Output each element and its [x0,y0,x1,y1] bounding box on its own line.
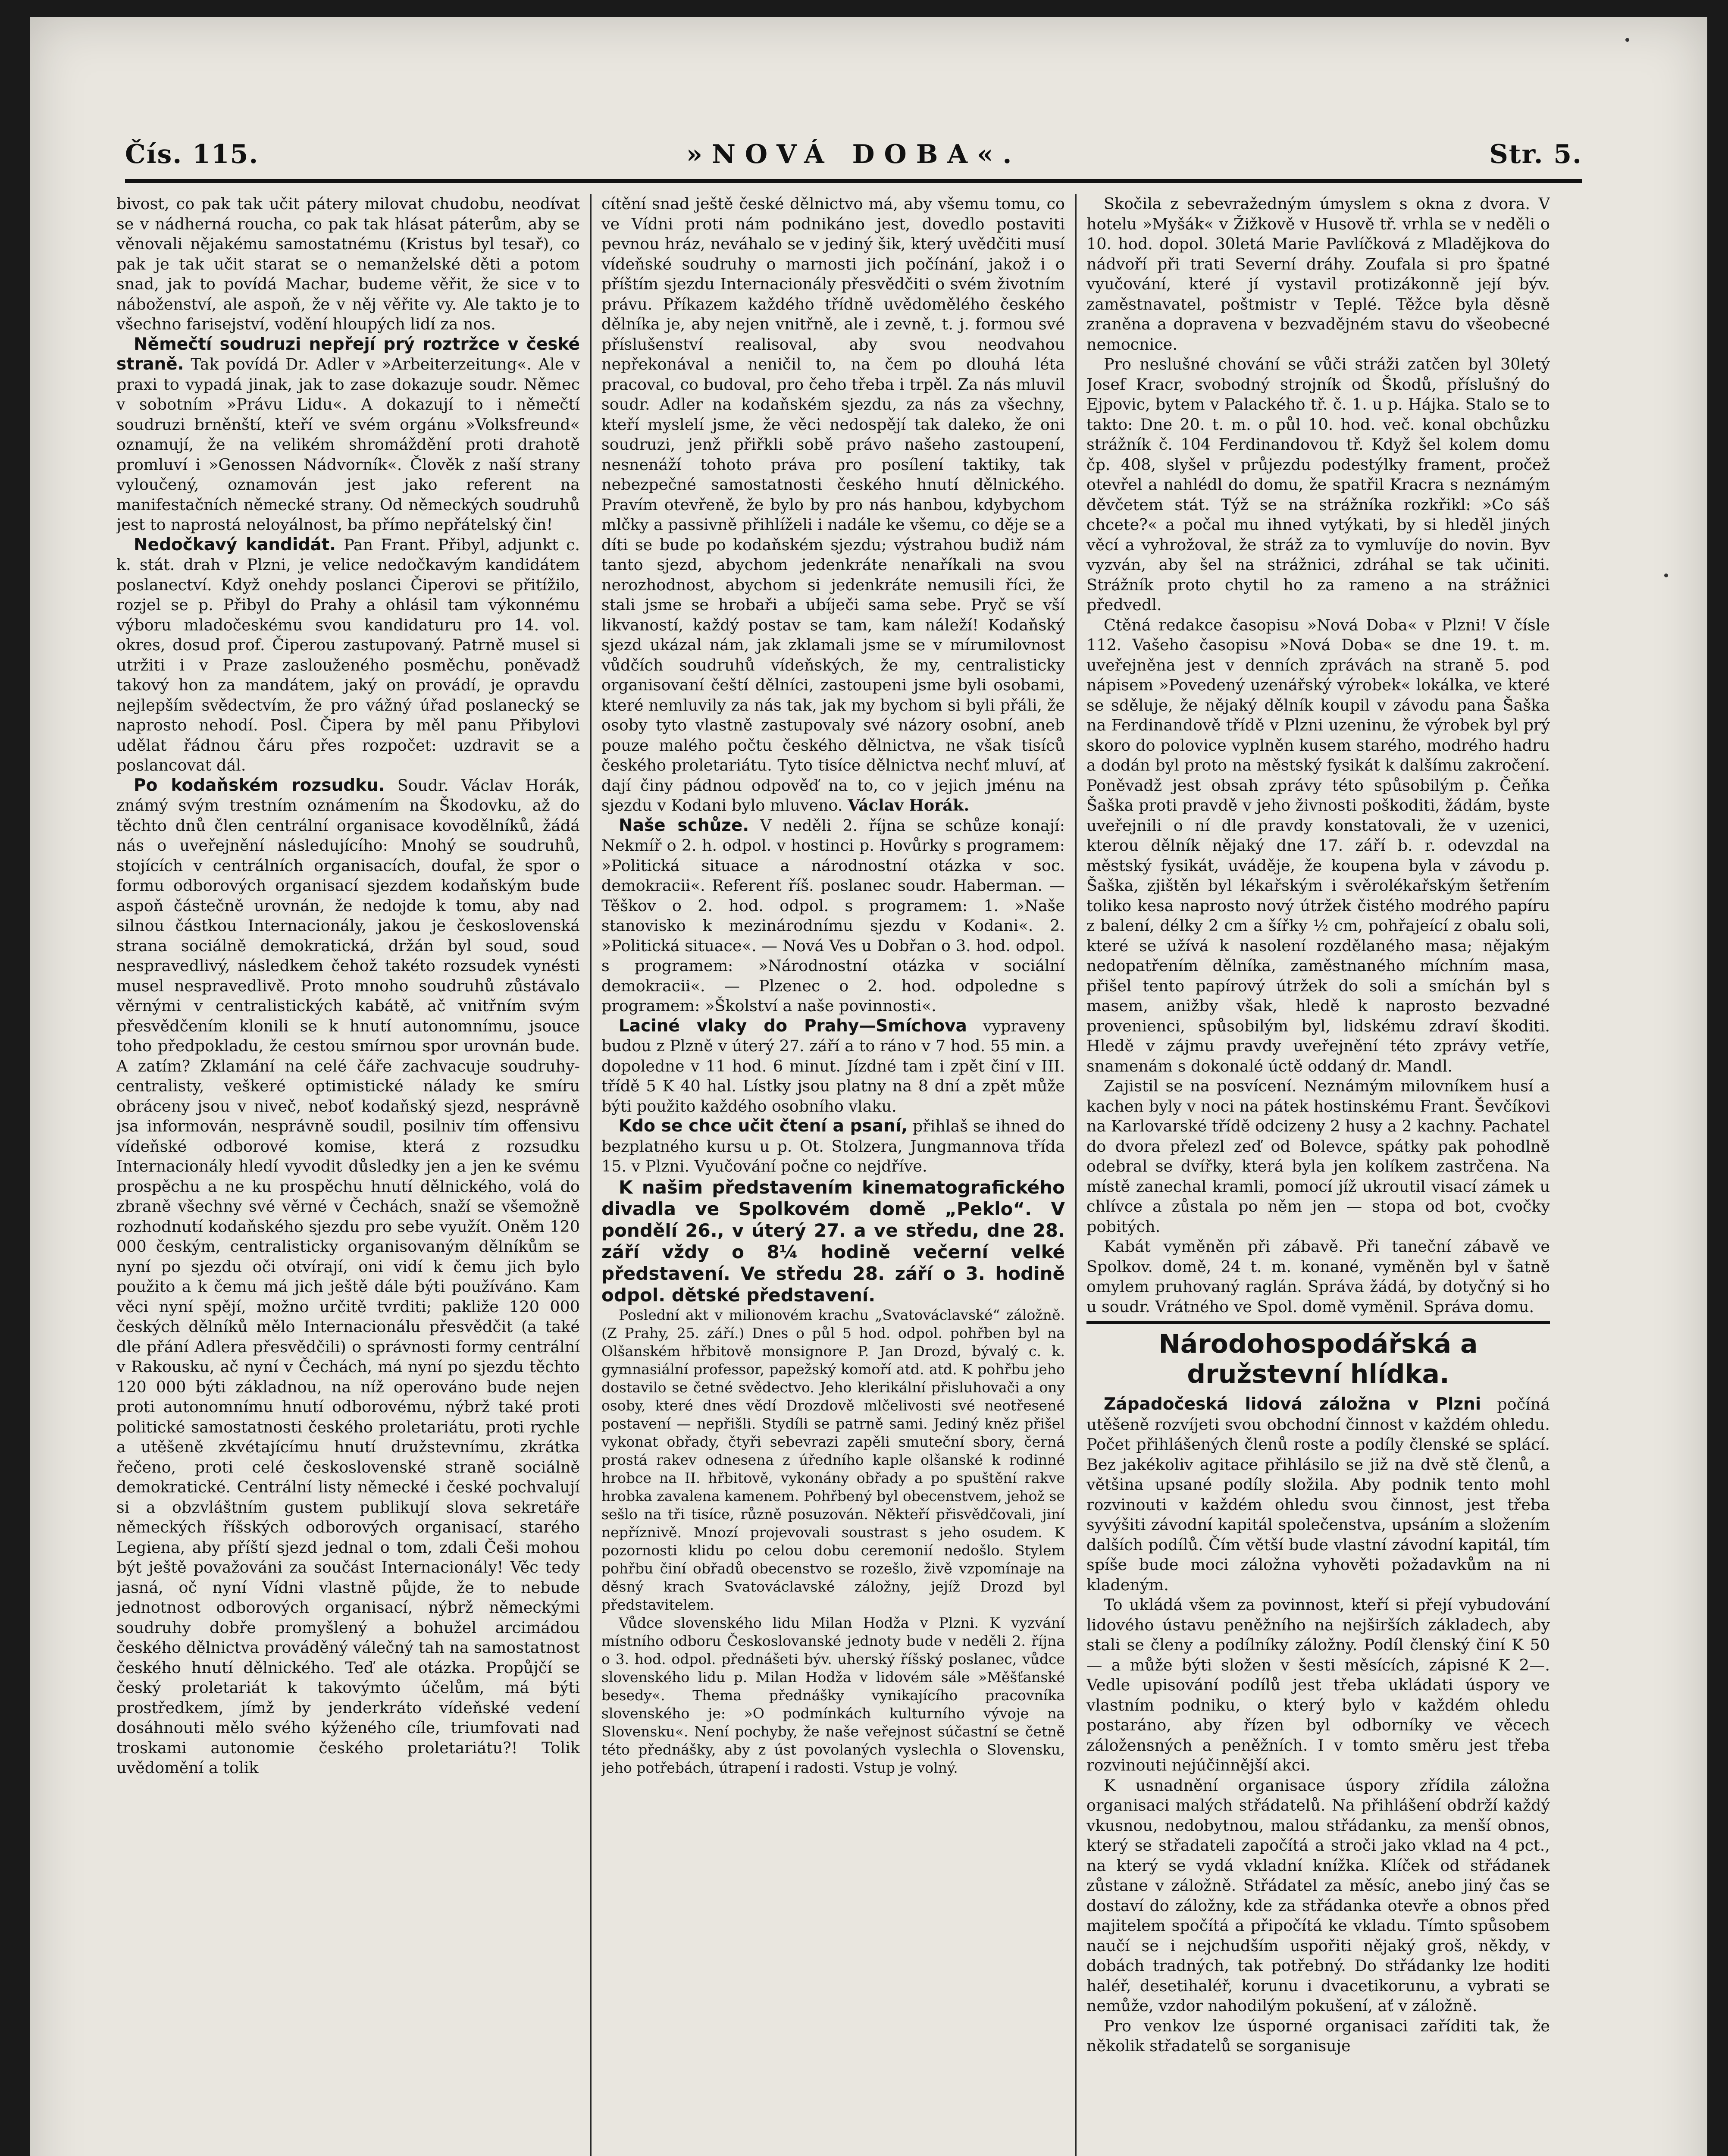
article-paragraph [601,816,1065,1016]
page-header [125,127,1582,183]
article-body: Soudr. Václav Horák, známý svým trestním oznámením na Škodovku, až do těchto dnů člen centrální organisace kovodělníků, žádá nás o uveřejnění následujícího: Mnohý se soudruhů, stojících v centrálních organisacích, doufal, že spor o formu odborových organisací sjezdem kodaňským bude aspoň částečně urovnán, že nedojde k tomu, aby nad silnou částkou Internacionály, jakou je československá strana sociálně demokratická, držán byl soud, soud nespravedlivý, následkem čehož takéto rozsudek vynésti musel nespravedlivě. Proto mnoho soudruhů zůstávalo věrnými v centralistických kabátě, ač vnitřním svým přesvědčením klonili se k hnutí autonomnímu, jsouce toho předpokladu, že cestou smírnou spor urovnán bude. A zatím? Zklamání na celé čáře zachvacuje soudruhy-centralisty, veškeré optimistické nálady ke smíru obráceny jsou v niveč, neboť kodaňský sjezd, nesprávně jsa informován, nesprávně soudil, posilniv tím offensivu vídeňské odborové komise, která z rozsudku Internacionály hledí vyvodit důsledky jen a jen ke svému prospěchu a ne ku prospěchu hnutí dělnického, volá do zbraně všechny své věrné v Čechách, snaží se všemožně rozhodnutí kodaňského sjezdu pro sebe využít. Oněm 120 000 českým, centralisticky organisovaným dělníkům se nyní po sjezdu oči otvírají, oni vidí k čemu jich bylo použito a k čemu má jich ještě dále býti používáno. Kam věci nyní spějí, možno určitě tvrditi; pakliže 120 000 českých dělníků mělo Internacionálu přesvědčit (a také dle přání Adlera přesvědčili) o správnosti formy centrální v Rakousku, ač nyní v Čechách, má nyní po sjezdu těchto 120 000 býti základnou, na níž operováno bude nejen proti autonomnímu hnutí odborovému, nýbrž také proti politické samostatnosti českého proletariátu, proti rychle a utěšeně zkvétajícímu hnutí družstevnímu, zkrátka řečeno, proti celé československé straně sociálně demokratické. Centrální listy německé i české pochvalují si a obzvláštním gustem publikují slova sekretáře německých říšských odborových organisací, starého Legiena, aby příští sjezd jednal o tom, zdali Češi mohou být ještě považováni za součást Internacionály! Věc tedy jasná, oč nyní Vídni vlastně půjde, že to nebude jednotnost odborových organisací, nýbrž německými soudruhy dobře promyšlený a bohužel arcimádou českého dělnictva prováděný válečný tah na samostatnost českého hnutí dělnického. Teď ale otázka. Propůjčí se český proletariát k takovýmto účelům, má býti prostředkem, jímž by jenderkráto vídeňské vedení dosáhnouti mělo svého kýženého cíle, triumfovati nad troskami autonomie českého proletariátu?! Tolik uvědomění a tolik [116,776,580,1777]
column-divider [590,194,592,2156]
article-body: vypraveny budou z Plzně v úterý 27. září a to ráno v 7 hod. 55 min. a dopoledne v 11 hod. 6 minut. Jízdné tam i zpět činí v III. třídě 5 K 40 hal. Lístky jsou platny na 8 dní a zpět může býti použito každého osobního vlaku. [601,1016,1065,1116]
newspaper-title: »NOVÁ DOBA«. [686,139,1021,169]
column-3 [1086,194,1550,2156]
article-paragraph: K usnadnění organisace úspory zřídila záložna organisaci malých střádatelů. Na přihlášení obdrží každý vkusnou, nedobytnou, malou střádanku, za menší obnos, který se střadateli započítá a stroči jako vklad na 4 pct., na který se vydá vkladní knížka. Klíček od střádanek zůstane v záložně. Střádatel za měsíc, anebo jiný čas se dostaví do záložny, kde za střádanka otevře a obnos před majitelem spočítá a připočítá ke vkladu. Tímto spůsobem naučí se i nejchudším uspořiti nějaký groš, někdy, v dobách tradných, tak potřebný. Do střádanky lze hoditi haléř, desetihaléř, korunu i dvacetikorunu, a vybrati se nemůže, vzdor nahodilým pokušení, ať v záložně. [1086,1776,1550,2015]
article-signature: Václav Horák. [848,796,970,815]
article-paragraph [601,194,1065,816]
column-divider [1075,194,1077,2156]
column-1 [116,194,580,2156]
section-rule [1086,1321,1550,1324]
article-paragraph [116,776,580,1778]
article-headline: Západočeská lidová záložna v Plzni [1104,1395,1481,1414]
article-body: cítění snad ještě české dělnictvo má, aby všemu tomu, co ve Vídni proti nám podnikáno jest, dovedlo postaviti pevnou hráz, neváhalo se v jediný šik, který uvědčiti musí vídeňské soudruhy o marnosti jich počínání, jakož i o příštím sjezdu Internacionály přesvědčiti o svém životním právu. Příkazem každého třídně uvědomělého českého dělníka je, aby nejen vnitřně, ale i zevně, t. j. formou své příslušenství realisoval, aby svou neodvahou nepřekonával a neničil to, na čem po dlouhá léta pracoval, co budoval, pro čeho třeba i trpěl. Za nás mluvil soudr. Adler na kodaňském sjezdu, za nás za všechny, kteří myslelí jsme, že věci nedospějí tak daleko, že oni soudruzi, jenž přiřkli sobě právo našeho zastoupení, nesnenáží tohoto práva pro posílení taktiky, tak nebezpečné samostatnosti českého hnutí dělnického. Pravím otevřeně, že bylo by pro nás hanbou, kdybychom mlčky a passivně přihlíželi i nadále ke všemu, co děje se a díti se bude po kodaňském sjezdu; výstrahou budiž nám tanto sjezd, abychom jedenkráte nenaříkali na svou nerozhodnost, abychom si jedenkráte nemusili říci, že stali jsme se hrobaři a ubíječi sama sebe. Pryč se vší likvaností, každý postav se tam, kam náleží! Kodaňský sjezd ukázal nám, jak zklamali jsme se v mírumilovnost vůdčích soudruhů vídeňských, že my, centralisticky organisovaní čeští dělníci, zastoupeni jsme byli osobami, které nemluvily za nás tak, jak my bychom si byli přáli, že osoby tyto vlastně zastupovaly své názory osobní, aneb pouze malého počtu českého dělnictva, ne však tisíců českého proletariátu. Tyto tisíce dělnictva nechť mluví, ať dají činy pádnou odpověď na to, co v jejich jménu na sjezdu v Kodani bylo mluveno. [601,194,1065,815]
column-2 [601,194,1065,2156]
article-paragraph: Vůdce slovenského lidu Milan Hodža v Plzni. K vyzvání místního odboru Českoslovanské jednoty bude v neděli 2. října o 3. hod. odpol. přednášeti býv. uherský říšský poslanec, vůdce slovenského lidu p. Milan Hodža v lidovém sále »Měšťanské besedy«. Thema přednášky vynikajícího pracovníka slovenského je: »O podmínkách kulturního vývoje na Slovensku«. Není pochyby, že naše veřejnost súčastní se četně této přednášky, aby z úst povolaných vyslechla o Slovensku, jeho potřebách, útrapení i radosti. Vstup je volný. [601,1614,1065,1776]
article-body: Pan Frant. Přibyl, adjunkt c. k. stát. drah v Plzni, je velice nedočkavým kandidátem poslanectví. Když onehdy poslanci Čiperovi se přitížilo, rozjel se p. Přibyl do Prahy a ohlásil tam výkonnému výboru mladočeskému svou kandidaturu pro 14. vol. okres, dosud prof. Čiperou zastupovaný. Patrně musel si utržiti i v Praze zaslouženého posměchu, poněvadž takový hon za mandátem, jaký on provádí, je opravdu nejlepším svědectvím, že pro vážný úřad poslanecký se naprosto nehodí. Posl. Čipera by měl panu Přibylovi udělat řádnou čáru přes rozpočet: uzdravit se a poslancovat dál. [116,535,580,774]
article-paragraph: Zajistil se na posvícení. Neznámým milovníkem husí a kachen byly v noci na pátek hostinskému Frant. Ševčíkovi na Karlovarské třídě odcizeny 2 husy a 2 kachny. Pachatel do dvora přelezl zeď od Bolevce, spátky pak pohodlně odebral se dvířky, která byla jen kolíkem zastrčena. Na místě zanechal kramli, pomocí jíž ukroutil visací zámek u chlívce a zůstala po něm jen — stopa od bot, cvočky pobitých. [1086,1077,1550,1236]
article-headline: Kdo se chce učit čtení a psaní, [619,1116,908,1136]
paper-speck [1625,38,1629,42]
article-headline: Naše schůze. [619,815,749,835]
article-body: přihlaš se ihned do bezplatného kursu u p. Ot. Stolzera, Jungmannova třída 15. v Plzni. Vyučování počne co nejdříve. [601,1117,1065,1175]
page-number: Str. 5. [1489,139,1582,169]
article-paragraph: Skočila z sebevražedným úmyslem s okna z dvora. V hotelu »Myšák« v Žižkově v Husově tř. vrhla se v neděli o 10. hod. dopol. 30letá Marie Pavlíčková z Mladějkova do nádvoří při trati Severní dráhy. Zoufala si pro špatné vyučování, které jí vystavil protizákonně její býv. zaměstnavatel, poštmistr v Teplé. Těžce byla děsně zraněna a dopravena v bezvadějném stavu do všeobecné nemocnice. [1086,194,1550,354]
article-paragraph: Poslední akt v milionovém krachu „Svatováclavské“ záložně. (Z Prahy, 25. září.) Dnes o půl 5 hod. odpol. pohřben byl na Olšanském hřbitově monsignore P. Jan Drozd, bývalý c. k. gymnasiální professor, papežský komoří atd. atd. K pohřbu jeho dostavilo se četné svědectvo. Jeho klerikální přisluhovači a ony osoby, které dnes vědí Drozdově mlčelivosti své neotřesené postavení — nepřišli. Stydíli se patrně sami. Jediný kněz přišel vykonat obřady, čtyři sebevrazi zapěli smuteční sbory, černá prostá rakev odnesena z úředního kaple olšanské k rodinné hrobce na II. hřbitově, vykonány obřady a po spuštění rakve hrobka zavalena kamenem. Pohřbený byl obecenstvem, jehož se sešlo na tři tisíce, různě posuzován. Někteří přisvědčovali, jiní nepříznivě. Mnozí projevovali soustrast s jeho osudem. K pozornosti klidu po celou dobu ceremonií nedošlo. Stylem pohřbu činí obřadů obecenstvo se rozešlo, živě vzpomínaje na děsný krach Svatováclavské záložny, jejíž Drozd byl představitelem. [601,1306,1065,1613]
paper-speck [1664,573,1668,577]
issue-number: Čís. 115. [125,139,259,169]
article-paragraph [601,1016,1065,1117]
article-paragraph [601,1116,1065,1177]
article-headline: Laciné vlaky do Prahy—Smíchova [619,1016,967,1036]
newspaper-page [30,17,1707,2156]
article-paragraph: Ctěná redakce časopisu »Nová Doba« v Plzni! V čísle 112. Vašeho časopisu »Nová Doba« se dne 19. t. m. uveřejněna jest v denních zprávách na straně 5. pod nápisem »Povedený uzenářský výrobek« lokálka, ve které se sděluje, že nějaký dělník koupil v závodu pana Šaška na Ferdinandově třídě v Plzni uzeninu, že výrobek byl prý skoro do polovice vyplněn kusem starého, modrého hadru a dodán byl proto na městský fysikát k dalšímu zakročení. Poněvadž jest obsah zprávy této spůsobilým p. Čeňka Šaška proti pravdě v jeho živnosti poškoditi, žádám, byste uveřejnili o ní dle pravdy konstatovali, že v uzenici, kterou dělník nějaký dne 17. září b. r. odevzdal na městský fysikát, uváděje, že koupena byla v závodu p. Šaška, zjištěn byl lékařským i svěrolékařským šetřením toliko kesa naprosto nový útržek čistého modrého papíru z balení, délky 2 cm a šířky ½ cm, pohřajeící z obalu soli, které se užívá k nasolení rozdělaného masa; nějakým nedopatřením dělníka, zaměstnaného míchním masa, přišel tento papírový útržek do soli a smíchán byl s masem, anižby však, hledě k naprosto bezvadné provenienci, spůsobilým byl, lidskému zdraví škoditi. Hledě v zájmu pravdy uveřejnění této zprávy vetříe, snamenám s dokonalé úctě oddaný dr. Mandl. [1086,615,1550,1075]
article-paragraph: bivost, co pak tak učit pátery milovat chudobu, neodívat se v nádherná roucha, co pak tak hlásat páterům, aby se věnovali nějakému samostatnému (Kristus byl tesař), co pak je tak učit starat se o nemanželské děti a potom snad, jak to povídá Machar, budeme věřit, že sice v to náboženství, ale aspoň, že v něj věřite vy. Ale takto je to všechno farisejství, vodění hloupých lidí za nos. [116,194,580,333]
article-body: V neděli 2. října se schůze konají: Nekmíř o 2. h. odpol. v hostinci p. Hovůrky s programem: »Politická situace a národnostní otázka v soc. demokracii«. Referent říš. poslanec soudr. Haberman. — Těškov o 2. hod. odpol. s programem: 1. »Naše stanovisko k mezinárodnímu sjezdu v Kodani«. 2. »Politická situace«. — Nová Ves u Dobřan o 3. hod. odpol. s programem: »Národnostní otázka v sociální demokracii«. — Plzenec o 2. hod. odpoledne s programem: »Školství a naše povinnosti«. [601,816,1065,1015]
article-headline: Nedočkavý kandidát. [134,535,336,555]
article-paragraph [116,535,580,776]
article-paragraph: Kabát vyměněn při zábavě. Při taneční zábavě ve Spolkov. domě, 24 t. m. konané, vyměněn byl v šatně omylem pruhovaný raglán. Správa žádá, by dotyčný si ho u soudr. Vrátného ve Spol. domě vyměnil. Správa domu. [1086,1237,1550,1316]
article-paragraph [116,335,580,535]
article-body: počíná utěšeně rozvíjeti svou obchodní činnost v každém ohledu. Počet přihlášených členů roste a podíly členské se splácí. Bez jakékoliv agitace přihlásilo se již na dvě stě členů, a většina upsané podíly složila. Aby podnik tento mohl rozvinouti v každém ohledu svou činnost, jest třeba syvýšiti závodní kapitál společenstva, upsáním a složením dalších podílů. Čím větší bude vlastní závodní kapitál, tím spíše bude moci záložna vyhověti požadavkům na ni kladeným. [1086,1395,1550,1594]
article-body: Tak povídá Dr. Adler v »Arbeiterzeitung«. Ale v praxi to vypadá jinak, jak to zase dokazuje soudr. Němec v sobotním »Právu Lidu«. A dokazují to i němečtí soudruzi brněnští, kteří ve svém orgánu »Volksfreund« oznamují, že na velikém shromáždění proti drahotě promluví i »Genossen Nádvorník«. Člověk z naší strany vyloučený, oznamován jest jako referent na manifestačních německé strany. Od německých soudruhů jest to naprostá neloyálnost, ba přímo nepřátelský čin! [116,355,580,534]
section-title: Národohospodářská a družstevní hlídka. [1158,1329,1478,1389]
article-paragraph: Pro neslušné chování se vůči stráži zatčen byl 30letý Josef Kracr, svobodný strojník od Škodů, příslušný do Ejpovic, bytem v Palackého tř. č. 1. u p. Hájka. Stalo se to takto: Dne 20. t. m. o půl 10. hod. več. konal obchůzku strážník č. 104 Ferdinandovou tř. Když šel kolem domu čp. 408, slyšel v průjezdu podestýlky frament, pročež otevřel a nahlédl do domu, že spatřil Kracra s neznámým děvčetem stát. Týž se na strážníka rozkřikl: »Co sáš chcete?« a počal mu ihned vytýkati, by si hleděl jiných věcí a vyhrožoval, že stráž za to vymluvíje do novin. Byv vyzván, aby šel na strážnici, zdráhal se tak učiniti. Strážník proto chytil ho za rameno a na strážnici předvedl. [1086,355,1550,614]
article-paragraph [1086,1395,1550,1595]
article-headline: Němečtí soudruzi nepřejí prý roztržce v české straně. [116,334,580,374]
advert-paragraph: K našim představením kinematografického divadla ve Spolkovém domě „Peklo“. V pondělí 26., v úterý 27. a ve středu, dne 28. září vždy o 8¼ hodině večerní velké představení. Ve středu 28. září o 3. hodině odpol. dětské představení. [601,1176,1065,1306]
article-headline: Po kodaňském rozsudku. [134,775,385,795]
article-paragraph: To ukládá všem za povinnost, kteří si přejí vybudování lidového ústavu peněžního na nejširších základech, aby stali se členy a podílníky záložny. Podíl členský činí K 50— a může býti složen v šesti měsících, zápisné K 2—. Vedle upisování podílů jest třeba ukládati úspory ve vlastním podniku, o který bylo v každém ohledu postaráno, aby řízen byl odborníky ve věcech záložensných a peněžních. I v tomto směru jest třeba rozvinouti nejúčinnější akci. [1086,1595,1550,1774]
article-paragraph: Pro venkov lze úsporné organisaci zaříditi tak, že několik střadatelů se sorganisuje [1086,2016,1550,2055]
